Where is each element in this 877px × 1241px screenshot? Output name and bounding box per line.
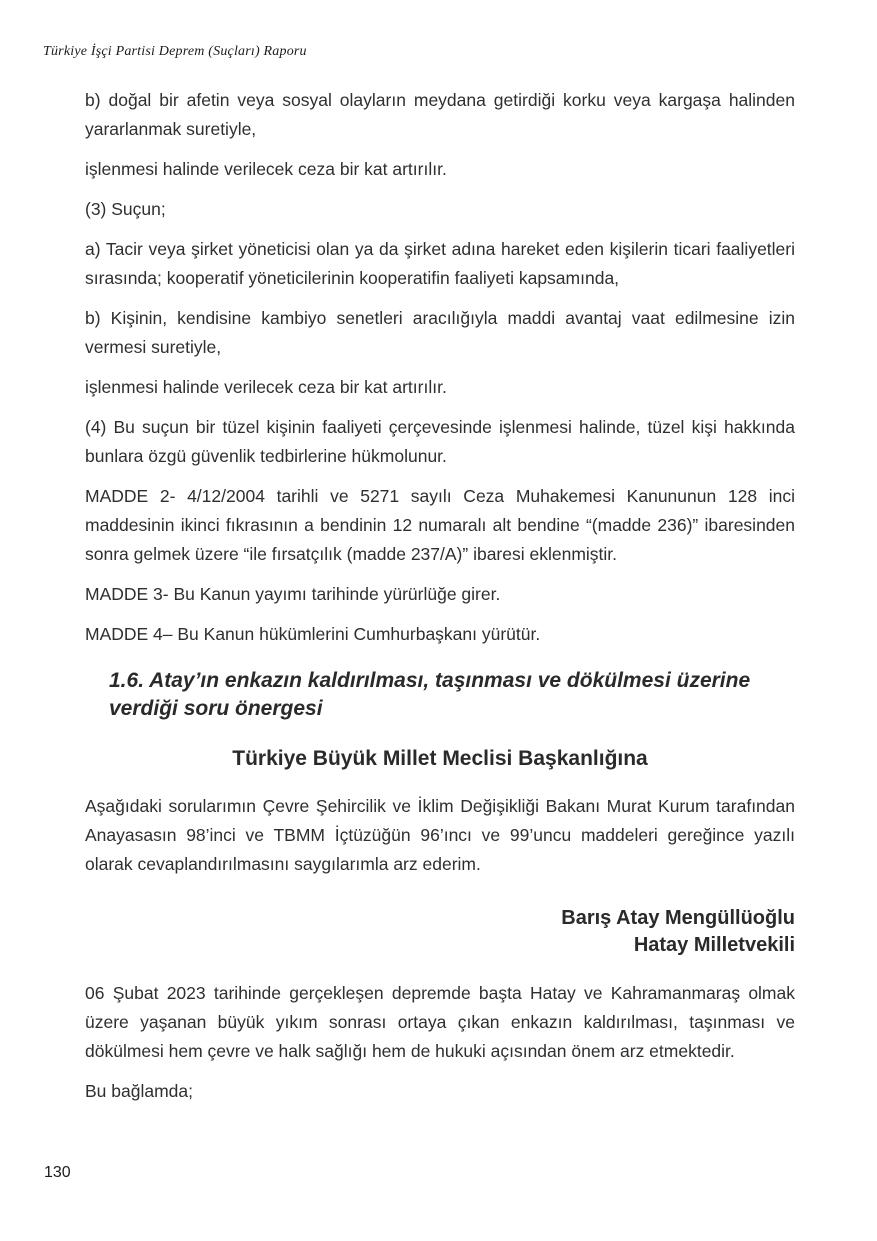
petition-heading: Türkiye Büyük Millet Meclisi Başkanlığına	[232, 747, 648, 770]
law-paragraph: MADDE 4– Bu Kanun hükümlerini Cumhurbaşkanı yürütür.	[85, 624, 541, 644]
signature-role: Hatay Milletvekili	[633, 934, 795, 956]
law-paragraph: işlenmesi halinde verilecek ceza bir kat artırılır.	[85, 159, 447, 179]
law-paragraph: (4) Bu suçun bir tüzel kişinin faaliyeti çerçevesinde işlenmesi halinde, tüzel kişi hakkında bunlara özgü güvenlik tedbirlerine hükmolunur.	[85, 417, 795, 466]
law-paragraph: MADDE 3- Bu Kanun yayımı tarihinde yürürlüğe girer.	[85, 584, 501, 604]
law-paragraph: işlenmesi halinde verilecek ceza bir kat artırılır.	[85, 377, 447, 397]
law-paragraph: b) Kişinin, kendisine kambiyo senetleri aracılığıyla maddi avantaj vaat edilmesine izin vermesi suretiyle,	[85, 308, 795, 357]
law-paragraph: (3) Suçun;	[85, 199, 166, 219]
law-paragraph: a) Tacir veya şirket yöneticisi olan ya da şirket adına hareket eden kişilerin ticari faaliyetleri sırasında; kooperatif yöneticilerinin kooperatifin faaliyeti kapsamında,	[85, 239, 795, 288]
law-paragraph: MADDE 2- 4/12/2004 tarihli ve 5271 sayılı Ceza Muhakemesi Kanununun 128 inci maddesinin ikinci fıkrasının a bendinin 12 numaralı alt bendine “(madde 236)” ibaresinden sonra gelmek üzere “ile fırsatçılık (madde 237/A)” ibaresi eklenmiştir.	[85, 486, 795, 564]
page-number: 130	[44, 1164, 71, 1181]
petition-body-paragraph: 06 Şubat 2023 tarihinde gerçekleşen depremde başta Hatay ve Kahramanmaraş olmak üzere yaşanan büyük yıkım sonrası ortaya çıkan enkazın kaldırılması, taşınması ve dökülmesi hem çevre ve halk sağlığı hem de hukuki açısından önem arz etmektedir.	[85, 983, 795, 1061]
petition-intro-paragraph: Aşağıdaki sorularımın Çevre Şehircilik ve İklim Değişikliği Bakanı Murat Kurum tarafından Anayasasın 98’inci ve TBMM İçtüzüğün 96’ıncı ve 99’uncu maddeleri gereğince yazılı olarak cevaplandırılmasını saygılarımla arz ederim.	[85, 796, 795, 874]
signature-block	[85, 905, 795, 959]
running-header: Türkiye İşçi Partisi Deprem (Suçları) Raporu	[43, 44, 307, 59]
law-paragraph: b) doğal bir afetin veya sosyal olayların meydana getirdiği korku veya kargaşa halinden yararlanmak suretiyle,	[85, 90, 795, 139]
signature-name: Barış Atay Mengüllüoğlu	[561, 907, 795, 929]
lead-in-paragraph: Bu bağlamda;	[85, 1081, 193, 1101]
text-column	[85, 86, 795, 1106]
section-heading: 1.6. Atay’ın enkazın kaldırılması, taşınması ve dökülmesi üzerine verdiği soru önergesi	[109, 669, 751, 720]
